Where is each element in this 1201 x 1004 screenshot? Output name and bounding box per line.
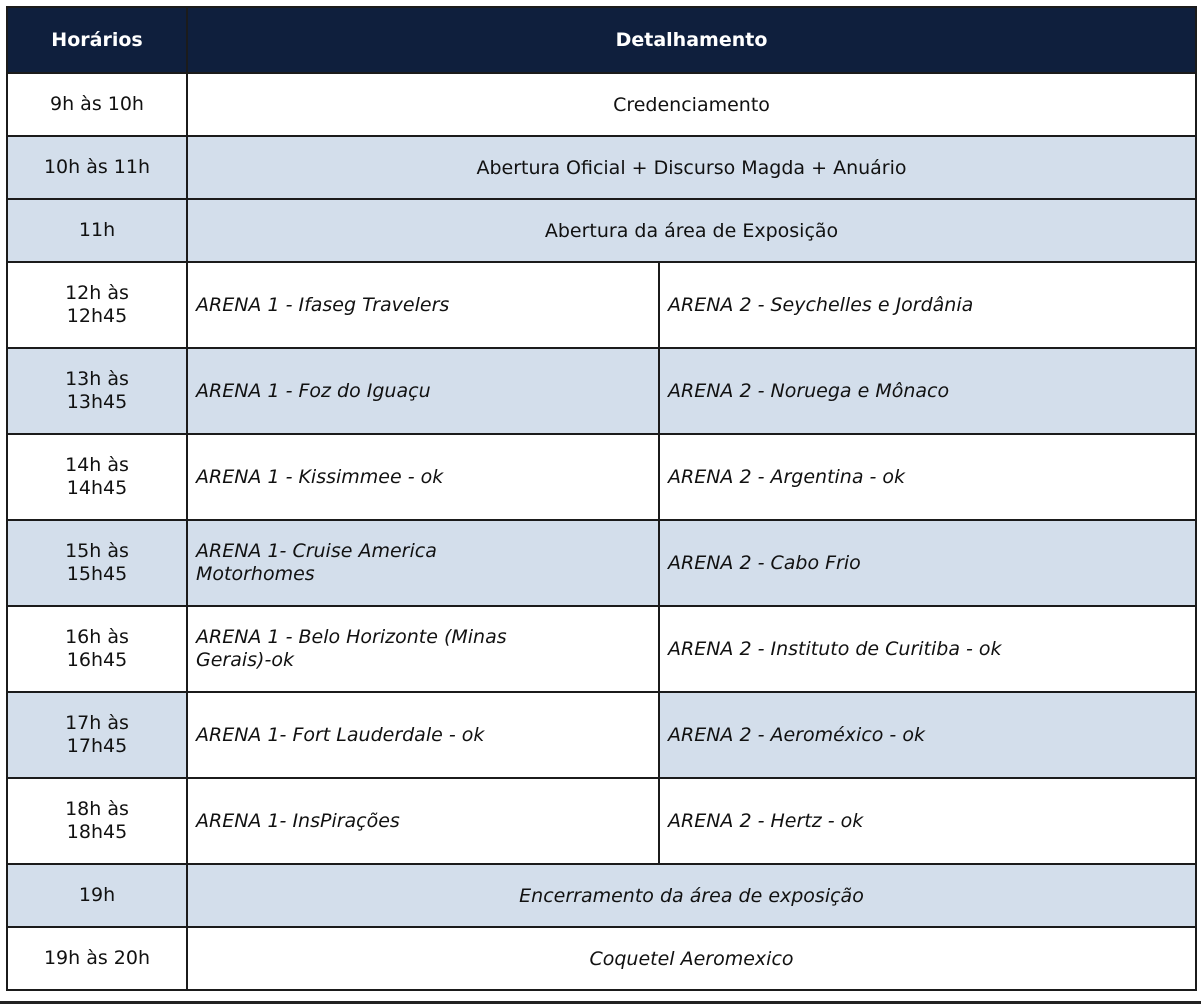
time-end: 12h45 (66, 305, 128, 327)
time-cell (7, 778, 187, 864)
arena2-cell: ARENA 2 - Instituto de Curitiba - ok (659, 606, 1196, 692)
detail-cell: Encerramento da área de exposição (187, 864, 1196, 927)
time-cell: 10h às 11h (7, 136, 187, 199)
time-cell: 9h às 10h (7, 73, 187, 136)
arena1-cell: ARENA 1 - Kissimmee - ok (187, 434, 659, 520)
header-time: Horários (7, 7, 187, 73)
time-start: 16h às (65, 626, 129, 648)
table-row (7, 199, 1196, 262)
time-cell (7, 434, 187, 520)
detail-cell: Credenciamento (187, 73, 1196, 136)
table-row (7, 692, 1196, 778)
table-row (7, 348, 1196, 434)
arena1-cell: ARENA 1- InsPirações (187, 778, 659, 864)
arena1-line2: Gerais)-ok (196, 649, 294, 671)
detail-cell: Abertura Oficial + Discurso Magda + Anuário (187, 136, 1196, 199)
time-end: 13h45 (66, 391, 128, 413)
arena1-cell: ARENA 1 - Ifaseg Travelers (187, 262, 659, 348)
detail-cell: Coquetel Aeromexico (187, 927, 1196, 990)
arena1-line1: ARENA 1- Cruise America (196, 540, 437, 562)
arena2-cell: ARENA 2 - Aeroméxico - ok (659, 692, 1196, 778)
table-row (7, 520, 1196, 606)
arena2-cell: ARENA 2 - Hertz - ok (659, 778, 1196, 864)
table-row (7, 606, 1196, 692)
time-cell (7, 606, 187, 692)
table-row (7, 73, 1196, 136)
time-cell (7, 520, 187, 606)
arena2-cell: ARENA 2 - Seychelles e Jordânia (659, 262, 1196, 348)
time-cell (7, 692, 187, 778)
arena1-cell (187, 606, 659, 692)
time-cell: 19h (7, 864, 187, 927)
time-end: 18h45 (66, 821, 128, 843)
table-row (7, 778, 1196, 864)
table-row (7, 864, 1196, 927)
table-header-row (7, 7, 1196, 73)
time-start: 17h às (65, 712, 129, 734)
time-cell: 11h (7, 199, 187, 262)
time-end: 16h45 (66, 649, 128, 671)
arena1-line2: Motorhomes (196, 563, 315, 585)
schedule-table (6, 6, 1197, 991)
time-cell: 19h às 20h (7, 927, 187, 990)
table-row (7, 136, 1196, 199)
time-start: 18h às (65, 798, 129, 820)
time-cell (7, 262, 187, 348)
time-end: 15h45 (66, 563, 128, 585)
arena2-cell: ARENA 2 - Argentina - ok (659, 434, 1196, 520)
time-start: 14h às (65, 454, 129, 476)
table-row (7, 927, 1196, 990)
arena2-cell: ARENA 2 - Cabo Frio (659, 520, 1196, 606)
table-row (7, 434, 1196, 520)
arena2-cell: ARENA 2 - Noruega e Mônaco (659, 348, 1196, 434)
schedule-container (6, 6, 1195, 991)
arena1-line1: ARENA 1 - Belo Horizonte (Minas (196, 626, 507, 648)
arena1-cell (187, 520, 659, 606)
time-start: 15h às (65, 540, 129, 562)
time-start: 12h às (65, 282, 129, 304)
time-start: 13h às (65, 368, 129, 390)
header-detail: Detalhamento (187, 7, 1196, 73)
arena1-cell: ARENA 1- Fort Lauderdale - ok (187, 692, 659, 778)
time-end: 17h45 (66, 735, 128, 757)
time-cell (7, 348, 187, 434)
detail-cell: Abertura da área de Exposição (187, 199, 1196, 262)
arena1-cell: ARENA 1 - Foz do Iguaçu (187, 348, 659, 434)
time-end: 14h45 (66, 477, 128, 499)
table-row (7, 262, 1196, 348)
